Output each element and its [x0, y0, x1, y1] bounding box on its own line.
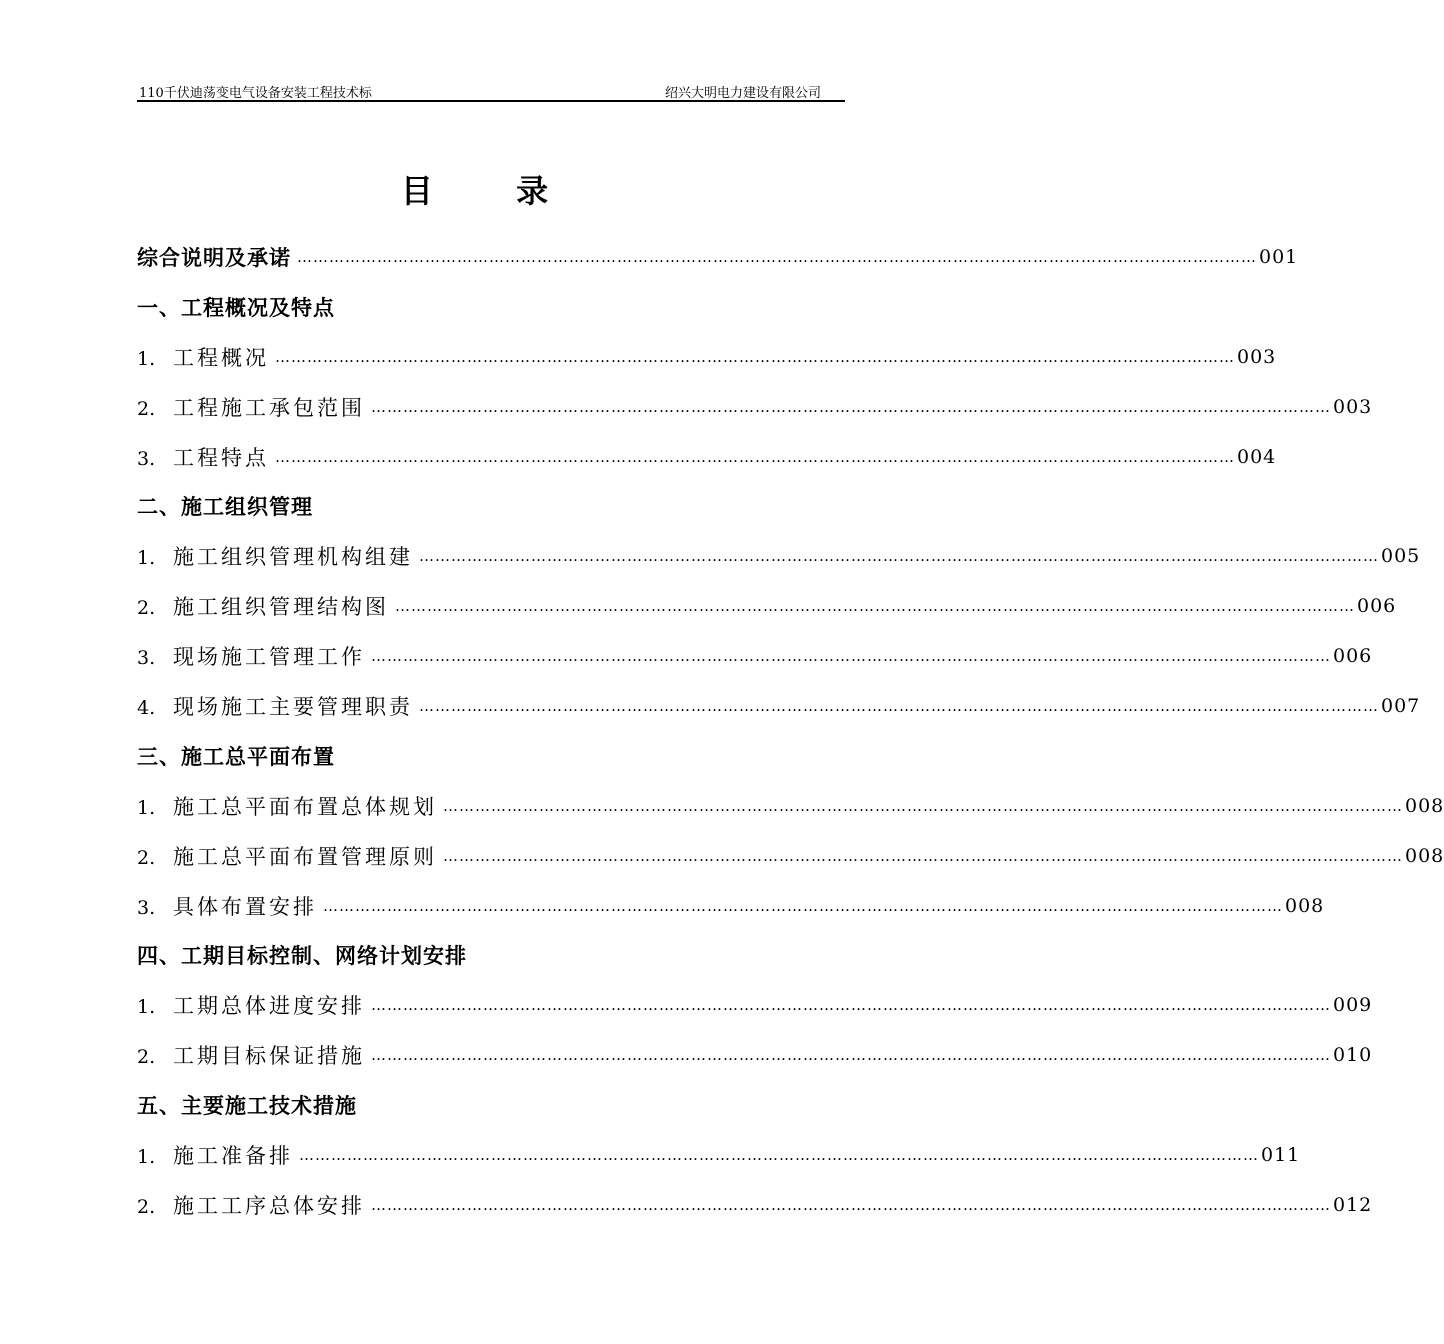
toc-entry[interactable]: [137, 432, 1277, 482]
toc-page-number: 012: [1333, 1193, 1373, 1216]
toc-entry[interactable]: [137, 681, 1421, 731]
toc-section-heading[interactable]: [137, 930, 795, 980]
toc-entry-text: 一、工程概况及特点: [137, 294, 335, 320]
toc-entry-text: 施工总平面布置总体规划: [173, 794, 437, 819]
toc-page-number: 001: [1259, 245, 1299, 268]
toc-entry-label: [137, 641, 365, 671]
toc-entry-text: 施工总平面布置管理原则: [173, 844, 437, 869]
toc-entry-label: [137, 891, 317, 921]
toc-entry[interactable]: [137, 1130, 1301, 1180]
toc-page-number: 006: [1357, 595, 1397, 618]
toc-entry-number: 2.: [137, 1195, 156, 1218]
toc-entry-label: [137, 591, 389, 621]
toc-entry-number: 2.: [137, 597, 156, 620]
header-document-title: 110千伏迪荡变电气设备安装工程技术标: [139, 86, 372, 101]
toc-page-number: 008: [1405, 844, 1444, 867]
toc-entry-label: [137, 1090, 357, 1120]
toc-entry-number: 3.: [137, 647, 156, 670]
toc-dot-leader: ………………………………………………………………………………………………………………………………………………………………: [371, 1195, 1331, 1214]
toc-entry[interactable]: [137, 881, 1325, 931]
toc-entry-text: 综合说明及承诺: [137, 244, 291, 270]
toc-dot-leader: ………………………………………………………………………………………………………………………………………………………………: [443, 846, 1403, 865]
toc-entry-label: [137, 691, 413, 721]
toc-dot-leader: ………………………………………………………………………………………………………………………………………………………………: [371, 397, 1331, 416]
toc-entry-label: [137, 342, 269, 372]
toc-entry-number: 1.: [137, 796, 156, 819]
toc-entry-number: 2.: [137, 1046, 156, 1069]
toc-entry-text: 具体布置安排: [173, 894, 317, 919]
toc-entry-text: 工程特点: [173, 445, 269, 470]
toc-entry[interactable]: [137, 631, 1373, 681]
toc-page-number: 008: [1285, 894, 1325, 917]
toc-entry-label: [137, 242, 291, 272]
toc-entry-number: 1.: [137, 347, 156, 370]
toc-entry[interactable]: [137, 781, 1444, 831]
toc-entry-label: [137, 791, 437, 821]
toc-entry-label: [137, 442, 269, 472]
toc-entry-label: [137, 292, 335, 322]
toc-entry-number: 4.: [137, 696, 156, 719]
toc-dot-leader: ………………………………………………………………………………………………………………………………………………………………: [297, 247, 1257, 266]
toc-dot-leader: ………………………………………………………………………………………………………………………………………………………………: [323, 896, 1283, 915]
toc-dot-leader: ………………………………………………………………………………………………………………………………………………………………: [371, 1046, 1331, 1065]
toc-section-heading[interactable]: [137, 481, 795, 531]
toc-entry-label: [137, 940, 467, 970]
toc-entry[interactable]: [137, 831, 1444, 881]
toc-entry-text: 施工准备排: [173, 1143, 293, 1168]
toc-entry-number: 3.: [137, 447, 156, 470]
toc-entry-text: 施工组织管理结构图: [173, 595, 389, 620]
toc-entry-text: 二、施工组织管理: [137, 494, 313, 520]
toc-dot-leader: ………………………………………………………………………………………………………………………………………………………………: [275, 347, 1235, 366]
toc-entry-label: [137, 1040, 365, 1070]
toc-entry[interactable]: [137, 1180, 1373, 1230]
toc-entry-label: [137, 541, 413, 571]
toc-entry-number: 1.: [137, 1145, 156, 1168]
toc-entry-text: 施工工序总体安排: [173, 1193, 365, 1218]
toc-entry-number: 1.: [137, 547, 156, 570]
toc-entry-text: 现场施工主要管理职责: [173, 694, 413, 719]
page-header: [137, 80, 845, 102]
toc-entry-label: [137, 990, 365, 1020]
toc-page-number: 004: [1237, 445, 1277, 468]
toc-entry-label: [137, 1140, 293, 1170]
toc-entry-text: 施工组织管理机构组建: [173, 545, 413, 570]
toc-dot-leader: ………………………………………………………………………………………………………………………………………………………………: [371, 647, 1331, 666]
toc-dot-leader: ………………………………………………………………………………………………………………………………………………………………: [371, 996, 1331, 1015]
toc-page-number: 005: [1381, 545, 1421, 568]
toc-entry-label: [137, 1190, 365, 1220]
table-of-contents: [137, 232, 1444, 1230]
toc-entry-label: [137, 841, 437, 871]
toc-page-number: 006: [1333, 645, 1373, 668]
toc-entry[interactable]: [137, 382, 1373, 432]
toc-dot-leader: ………………………………………………………………………………………………………………………………………………………………: [299, 1145, 1259, 1164]
toc-entry-text: 工期目标保证措施: [173, 1044, 365, 1069]
toc-dot-leader: ………………………………………………………………………………………………………………………………………………………………: [443, 796, 1403, 815]
toc-entry-number: 2.: [137, 397, 156, 420]
toc-section-heading[interactable]: [137, 1080, 795, 1130]
toc-entry-label: [137, 491, 313, 521]
toc-entry-number: 2.: [137, 846, 156, 869]
toc-entry-text: 工程概况: [173, 345, 269, 370]
toc-entry[interactable]: [137, 1030, 1373, 1080]
toc-dot-leader: ………………………………………………………………………………………………………………………………………………………………: [419, 547, 1379, 566]
toc-page-number: 003: [1333, 395, 1373, 418]
toc-entry-text: 工程施工承包范围: [173, 395, 365, 420]
toc-page-number: 003: [1237, 345, 1277, 368]
toc-page-number: 008: [1405, 794, 1444, 817]
toc-entry-number: 3.: [137, 896, 156, 919]
toc-entry[interactable]: [137, 980, 1373, 1030]
toc-dot-leader: ………………………………………………………………………………………………………………………………………………………………: [395, 597, 1355, 616]
toc-entry[interactable]: [137, 581, 1397, 631]
toc-dot-leader: ………………………………………………………………………………………………………………………………………………………………: [275, 447, 1235, 466]
toc-entry-text: 三、施工总平面布置: [137, 743, 335, 769]
toc-page-number: 007: [1381, 694, 1421, 717]
toc-entry[interactable]: [137, 332, 1277, 382]
toc-entry-text: 四、工期目标控制、网络计划安排: [137, 943, 467, 969]
toc-dot-leader: ………………………………………………………………………………………………………………………………………………………………: [419, 696, 1379, 715]
toc-entry-text: 现场施工管理工作: [173, 645, 365, 670]
toc-entry-text: 工期总体进度安排: [173, 994, 365, 1019]
toc-entry-label: [137, 392, 365, 422]
header-company-name: 绍兴大明电力建设有限公司: [664, 86, 821, 101]
toc-page-number: 011: [1261, 1143, 1301, 1166]
page-title: 目 录: [400, 172, 585, 210]
toc-page-number: 009: [1333, 994, 1373, 1017]
toc-section-heading[interactable]: [137, 232, 1299, 282]
toc-entry-label: [137, 741, 335, 771]
toc-section-heading[interactable]: [137, 282, 795, 332]
toc-page-number: 010: [1333, 1044, 1373, 1067]
toc-entry-text: 五、主要施工技术措施: [137, 1093, 357, 1119]
toc-entry[interactable]: [137, 531, 1421, 581]
toc-section-heading[interactable]: [137, 731, 795, 781]
toc-entry-number: 1.: [137, 996, 156, 1019]
